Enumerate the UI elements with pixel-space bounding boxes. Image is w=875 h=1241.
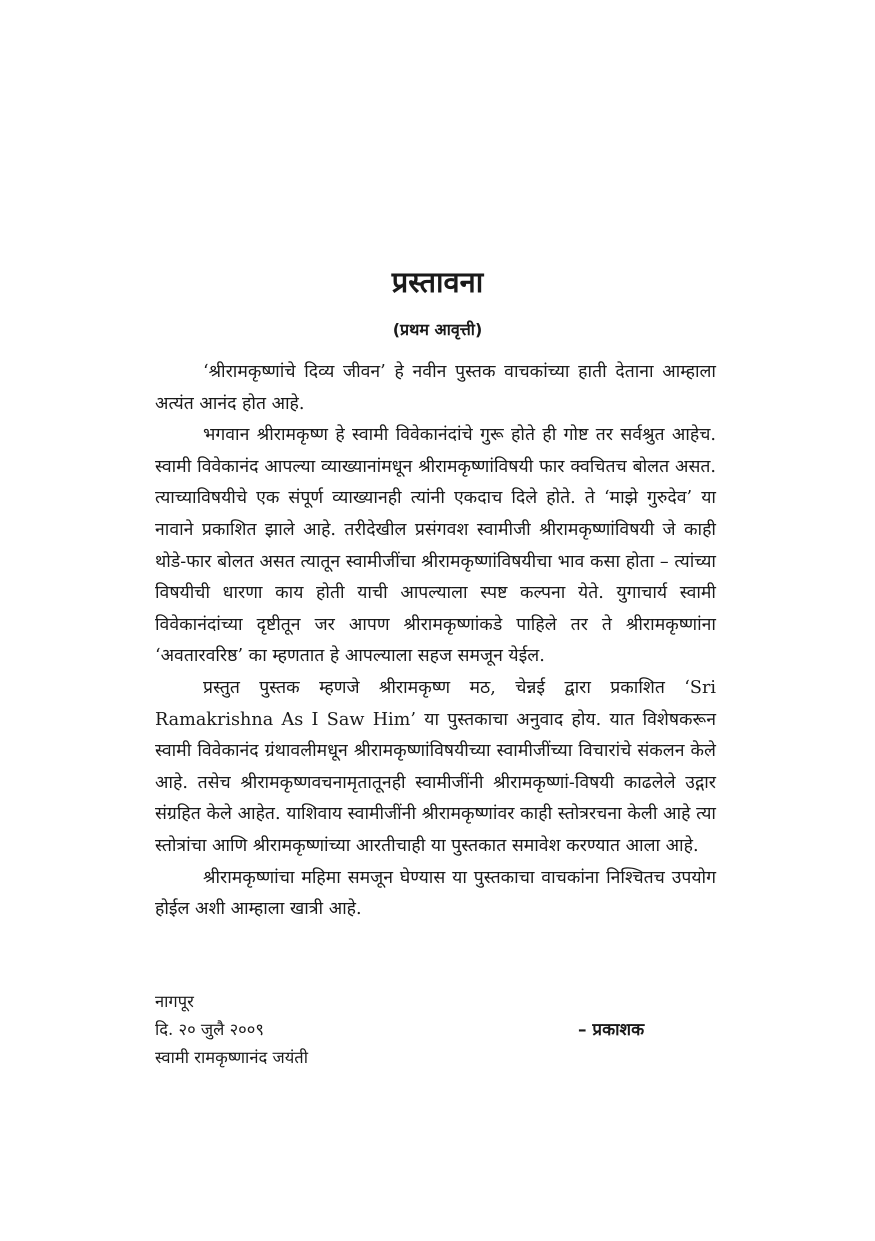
paragraph-1: ‘श्रीरामकृष्णांचे दिव्य जीवन’ हे नवीन पुस्तक वाचकांच्या हाती देताना आम्हाला अत्यंत आनंद होत आहे. [155, 362, 716, 414]
paragraph-2: भगवान श्रीरामकृष्ण हे स्वामी विवेकानंदांचे गुरू होते ही गोष्ट तर सर्वश्रुत आहेच. स्वामी विवेकानंद आपल्या व्याख्यानांमधून श्रीरामकृष्णांविषयी फार क्वचितच बोलत असत. त्याच्याविषयीचे एक संपूर्ण व्याख्यानही त्यांनी एकदाच दिले होते. ते ‘माझे गुरुदेव’ या नावाने प्रकाशित झाले आहे. तरीदेखील प्रसंगवश स्वामीजी श्रीरामकृष्णांविषयी जे काही थोडे-फार बोलत असत त्यातून स्वामीजींचा श्रीरामकृष्णांविषयीचा भाव कसा होता – त्यांच्या विषयीची धारणा काय होती याची आपल्याला स्पष्ट कल्पना येते. युगाचार्य स्वामी विवेकानंदांच्या दृष्टीतून जर आपण श्रीरामकृष्णांकडे पाहिले तर ते श्रीरामकृष्णांना ‘अवतारवरिष्ठ’ का म्हणतात हे आपल्याला सहज समजून येईल. [155, 425, 716, 667]
place-line: नागपूर [155, 992, 194, 1011]
page-title: प्रस्तावना [391, 265, 484, 299]
edition-subtitle: (प्रथम आवृत्ती) [392, 320, 483, 339]
paragraph-4: श्रीरामकृष्णांचा महिमा समजून घेण्यास या पुस्तकाचा वाचकांना निश्चितच उपयोग होईल अशी आम्हाला खात्री आहे. [155, 867, 716, 920]
paragraph-3: प्रस्तुत पुस्तक म्हणजे श्रीरामकृष्ण मठ, चेन्नई द्वारा प्रकाशित ‘Sri Ramakrishna As I Saw Him’ या पुस्तकाचा अनुवाद होय. यात विशेषकरून स्वामी विवेकानंद ग्रंथावलीमधून श्रीरामकृष्णांविषयीच्या स्वामीजींच्या विचारांचे संकलन केले आहे. तसेच श्रीरामकृष्णवचनामृतातूनही स्वामीजींनी श्रीरामकृष्णां-विषयी काढलेले उद्गार संग्रहित केले आहेत. याशिवाय स्वामीजींनी श्रीरामकृष्णांवर काही स्तोत्ररचना केली आहे त्या स्तोत्रांचा आणि श्रीरामकृष्णांच्या आरतीचाही या पुस्तकात समावेश करण्यात आला आहे. [155, 677, 716, 856]
preface-body [155, 357, 716, 926]
publisher-signature: – प्रकाशक [578, 1020, 645, 1040]
date-line: दि. २० जुलै २००९ [155, 1020, 264, 1039]
occasion-line: स्वामी रामकृष्णानंद जयंती [155, 1048, 308, 1067]
